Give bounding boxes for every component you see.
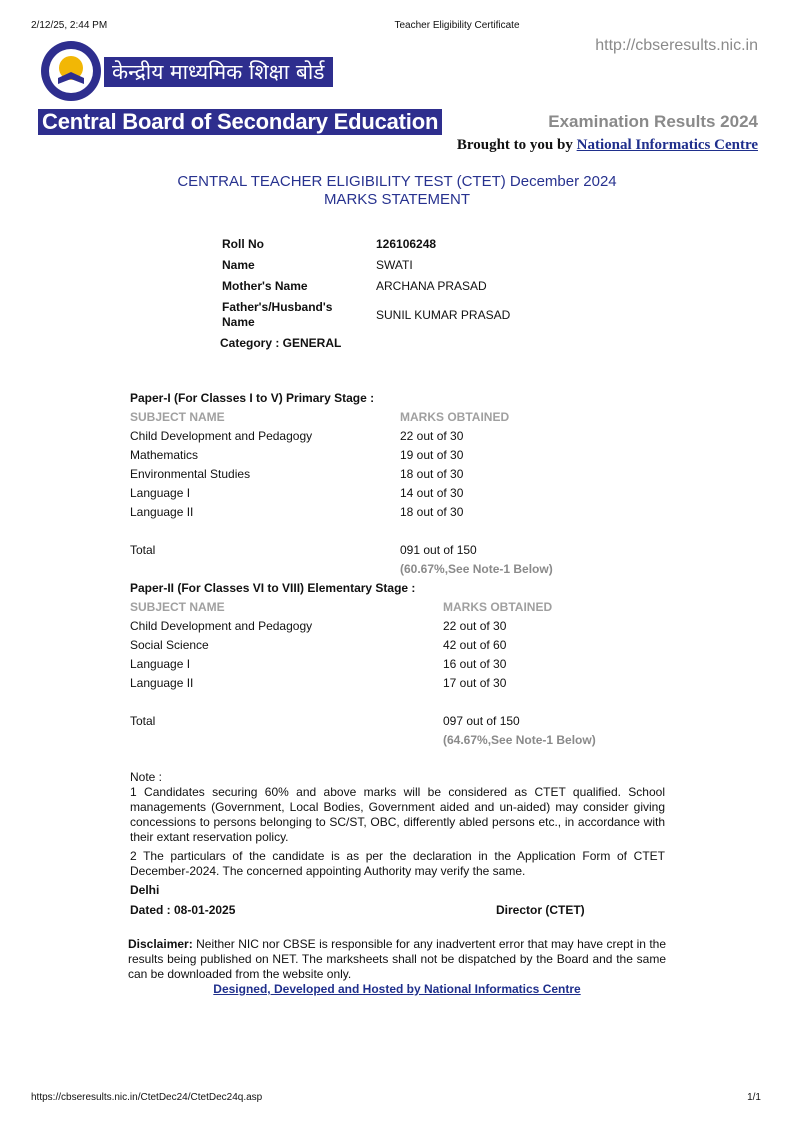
roll-label: Roll No (222, 237, 264, 251)
father-label: Father's/Husband's Name (222, 300, 333, 329)
paper1-marks: 18 out of 30 (400, 505, 464, 519)
disclaimer-label: Disclaimer: (128, 937, 193, 951)
paper1-total-label: Total (130, 543, 156, 557)
disclaimer-text: Neither NIC nor CBSE is responsible for any inadvertent error that may have crept in the results being published on NET. The marksheets shall not be dispatched by the Board and the same can be downloaded from the website only. (128, 937, 666, 981)
print-page-url: https://cbseresults.nic.in/CtetDec24/CtetDec24q.asp (31, 1092, 263, 1103)
board-english-name: Central Board of Secondary Education (38, 109, 442, 135)
brought-prefix: Brought to you by (456, 137, 573, 153)
site-url[interactable]: http://cbseresults.nic.in (595, 37, 758, 54)
dated: Dated : 08-01-2025 (130, 903, 236, 917)
cbse-logo (38, 38, 104, 104)
paper1-marks: 18 out of 30 (400, 467, 464, 481)
mother-label: Mother's Name (222, 279, 308, 293)
paper2-marks: 22 out of 30 (443, 619, 507, 633)
paper2-marks: 42 out of 60 (443, 638, 507, 652)
paper1-col-subject: SUBJECT NAME (130, 410, 225, 424)
paper2-total-label: Total (130, 714, 156, 728)
paper2-subject: Language II (130, 676, 194, 690)
paper1-subject: Environmental Studies (130, 467, 251, 481)
roll-value: 126106248 (376, 237, 437, 251)
category: Category : GENERAL (220, 336, 342, 350)
paper2-heading: Paper-II (For Classes VI to VIII) Elementary Stage : (130, 581, 416, 595)
note-1: 1 Candidates securing 60% and above marks will be considered as CTET qualified. School managements (Government, Local Bodies, Government aided and un-aided) may consider giving concessions to persons belonging to SC/ST, OBC, differently abled persons etc., in accordance with their extant reservation policy. (130, 785, 665, 844)
paper2-marks: 17 out of 30 (443, 676, 507, 690)
director: Director (CTET) (496, 903, 585, 917)
paper1-total-value: 091 out of 150 (400, 543, 477, 557)
father-value: SUNIL KUMAR PRASAD (376, 308, 511, 322)
paper2-subject: Child Development and Pedagogy (130, 619, 313, 633)
exam-title: CENTRAL TEACHER ELIGIBILITY TEST (CTET) December 2024 (177, 173, 617, 190)
name-label: Name (222, 258, 255, 272)
print-page-title: Teacher Eligibility Certificate (394, 20, 520, 31)
note-2: 2 The particulars of the candidate is as per the declaration in the Application Form of CTET December-2024. The concerned appointing Authority may verify the same. (130, 849, 665, 878)
paper1-marks: 22 out of 30 (400, 429, 464, 443)
paper1-subject: Child Development and Pedagogy (130, 429, 313, 443)
paper1-subject: Language II (130, 505, 194, 519)
paper1-marks: 19 out of 30 (400, 448, 464, 462)
designed-by-link[interactable]: Designed, Developed and Hosted by National Informatics Centre (213, 982, 581, 996)
paper1-heading: Paper-I (For Classes I to V) Primary Stage : (130, 391, 375, 405)
note-label: Note : (130, 770, 163, 784)
paper2-marks: 16 out of 30 (443, 657, 507, 671)
paper1-subject: Mathematics (130, 448, 199, 462)
name-value: SWATI (376, 258, 413, 272)
paper1-marks: 14 out of 30 (400, 486, 464, 500)
nic-link[interactable]: National Informatics Centre (576, 137, 758, 153)
paper1-subject: Language I (130, 486, 191, 500)
print-datetime: 2/12/25, 2:44 PM (31, 20, 108, 31)
exam-results-label: Examination Results 2024 (548, 112, 758, 131)
board-hindi-name: केन्द्रीय माध्यमिक शिक्षा बोर्ड (104, 57, 333, 87)
brought-by (457, 137, 758, 154)
mother-value: ARCHANA PRASAD (376, 279, 487, 293)
paper1-percent: (60.67%,See Note-1 Below) (400, 562, 553, 576)
place: Delhi (130, 883, 160, 897)
cbse-emblem-icon (38, 38, 104, 104)
paper2-subject: Language I (130, 657, 191, 671)
paper2-total-value: 097 out of 150 (443, 714, 520, 728)
paper1-col-marks: MARKS OBTAINED (400, 410, 510, 424)
paper2-col-subject: SUBJECT NAME (130, 600, 225, 614)
paper2-percent: (64.67%,See Note-1 Below) (443, 733, 596, 747)
paper2-subject: Social Science (130, 638, 209, 652)
print-page-number: 1/1 (747, 1092, 761, 1103)
paper2-col-marks: MARKS OBTAINED (443, 600, 553, 614)
statement-title: MARKS STATEMENT (323, 191, 471, 208)
disclaimer (128, 937, 666, 982)
